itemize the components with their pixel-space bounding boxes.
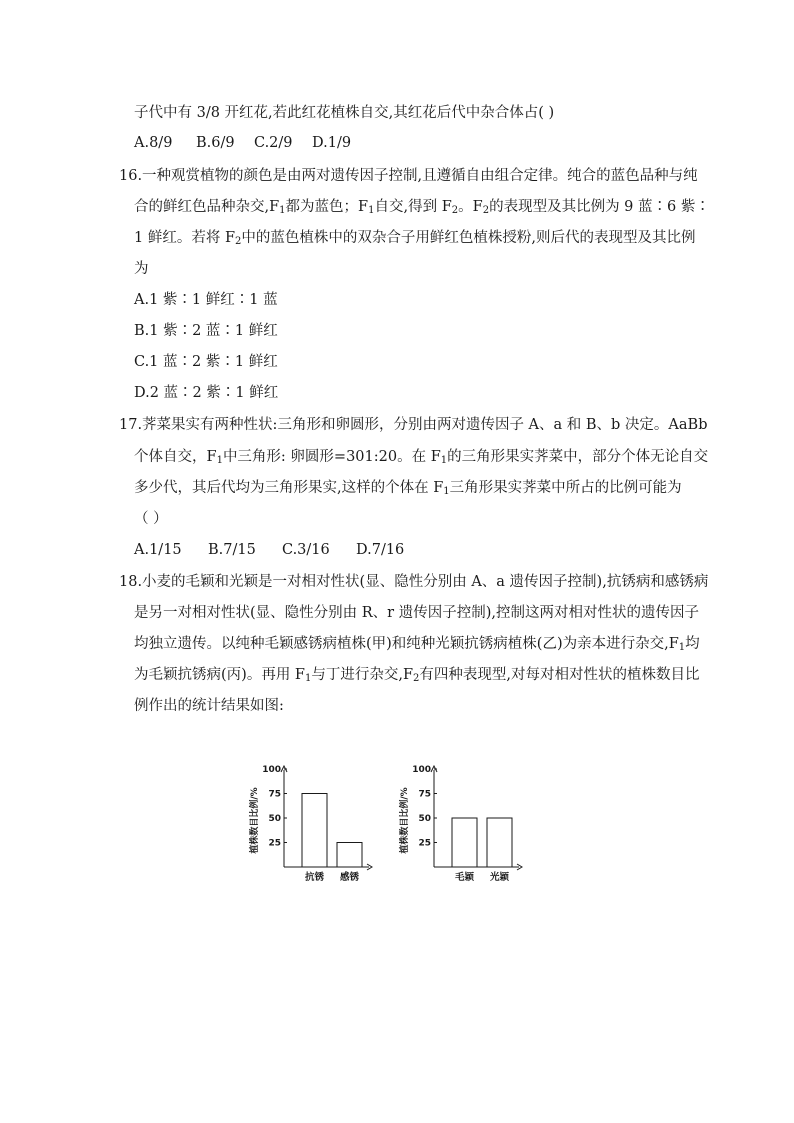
y-tick-label: 100	[262, 765, 281, 775]
q17-options	[134, 540, 682, 560]
chart-glume-type	[390, 756, 540, 886]
x-tick-label: 毛颖	[454, 872, 475, 883]
subscript: 2	[451, 205, 459, 216]
y-tick-label: 50	[268, 814, 281, 824]
q16-text: 的表现型及其比例为 9 蓝∶6 紫∶	[489, 199, 710, 215]
y-tick-label: 25	[418, 838, 431, 849]
q16-text: 中的蓝色植株中的双杂合子用鲜红色植株授粉,则后代的表现型及其比例	[241, 230, 696, 246]
q16-stem-line1: 16.一种观赏植物的颜色是由两对遗传因子控制,且遵循自由组合定律。纯合的蓝色品种与纯	[119, 168, 698, 184]
q18-text: 与丁进行杂交,F	[311, 667, 414, 683]
x-tick-label: 光颖	[489, 872, 510, 883]
q17-stem-line2	[134, 447, 709, 467]
y-tick-label: 75	[268, 789, 281, 800]
subscript: 1	[443, 486, 450, 497]
q16-text: 自交,得到 F	[374, 199, 452, 215]
q17-stem-line3	[134, 478, 682, 498]
q17-text: 个体自交，F	[134, 449, 217, 465]
q18-stem-line5: 例作出的统计结果如图:	[134, 698, 284, 714]
q15-option-b: B.6/9	[196, 135, 235, 151]
subscript: 1	[304, 673, 312, 684]
q15-option-c: C.2/9	[254, 135, 293, 151]
q15-options	[134, 133, 682, 153]
subscript: 2	[482, 205, 490, 216]
q17-option-b: B.7/15	[208, 542, 256, 558]
q17-text: 三角形果实荠菜中所占的比例可能为	[449, 480, 682, 496]
x-tick-label: 抗锈	[304, 872, 325, 883]
q15-option-d: D.1/9	[312, 135, 352, 151]
q16-text: 1 鲜红。若将 F	[134, 230, 236, 246]
q18-stem-line2: 是另一对相对性状(显、隐性分别由 R、r 遗传因子控制),控制这两对相对性状的遗传因子	[134, 605, 699, 621]
chart-rust-resistance	[240, 756, 390, 886]
q16-option-d: D.2 蓝∶2 紫∶1 鲜红	[134, 385, 279, 401]
q16-option-c: C.1 蓝∶2 紫∶1 鲜红	[134, 354, 278, 370]
subscript: 1	[279, 205, 286, 216]
q16-text: 合的鲜红色品种杂交,F	[134, 199, 280, 215]
q15-option-a: A.8/9	[134, 135, 173, 151]
subscript: 2	[413, 673, 420, 684]
q18-stem-line4	[134, 665, 700, 685]
q16-stem-line2	[134, 197, 710, 217]
y-tick-label: 100	[412, 765, 431, 775]
q17-option-a: A.1/15	[134, 542, 182, 558]
q18-text: 均	[685, 636, 700, 652]
subscript: 1	[440, 455, 448, 466]
q17-text: 多少代，其后代均为三角形果实,这样的个体在 F	[134, 480, 444, 496]
y-axis-label: 植株数目比例/%	[400, 787, 410, 854]
q18-text: 均独立遗传。以纯种毛颖感锈病植株(甲)和纯种光颖抗锈病植株(乙)为亲本进行杂交,F	[134, 636, 679, 652]
bar	[337, 843, 362, 868]
x-tick-label: 感锈	[339, 872, 360, 883]
q16-option-a: A.1 紫∶1 鲜红∶1 蓝	[134, 292, 278, 308]
q16-stem-line4: 为	[134, 261, 149, 277]
subscript: 2	[235, 236, 242, 247]
subscript: 1	[216, 455, 223, 466]
bar	[452, 818, 477, 867]
subscript: 1	[678, 642, 686, 653]
subscript: 1	[368, 205, 375, 216]
y-tick-label: 25	[268, 838, 281, 849]
q17-option-c: C.3/16	[282, 542, 330, 558]
y-axis-label: 植株数目比例/%	[250, 787, 260, 854]
q17-stem-line1: 17.荠菜果实有两种性状:三角形和卵圆形，分别由两对遗传因子 A、a 和 B、b 决定。AaBb	[119, 417, 708, 433]
q18-text: 为毛颖抗锈病(丙)。再用 F	[134, 667, 305, 683]
q16-option-b: B.1 紫∶2 蓝∶1 鲜红	[134, 323, 278, 339]
y-tick-label: 50	[418, 814, 431, 824]
q18-text: 有四种表现型,对每对相对性状的植株数目比	[419, 667, 700, 683]
q15-stem-tail: 子代中有 3/8 开红花,若此红花植株自交,其红花后代中杂合体占( )	[134, 105, 555, 121]
q17-text: 中三角形: 卵圆形=301:20。在 F	[222, 449, 441, 465]
q17-stem-line4: （ ）	[134, 511, 168, 527]
q16-stem-line3	[134, 228, 696, 248]
q17-option-d: D.7/16	[356, 542, 405, 558]
q16-text: 都为蓝色；F	[285, 199, 369, 215]
y-tick-label: 75	[418, 789, 431, 800]
bar	[302, 794, 327, 868]
q18-stem-line1: 18.小麦的毛颖和光颖是一对相对性状(显、隐性分别由 A、a 遗传因子控制),抗锈病和感锈病	[119, 574, 709, 590]
q17-text: 的三角形果实荠菜中，部分个体无论自交	[447, 449, 709, 465]
bar	[487, 818, 512, 867]
q16-text: 。F	[458, 199, 483, 215]
q18-stem-line3	[134, 634, 700, 654]
